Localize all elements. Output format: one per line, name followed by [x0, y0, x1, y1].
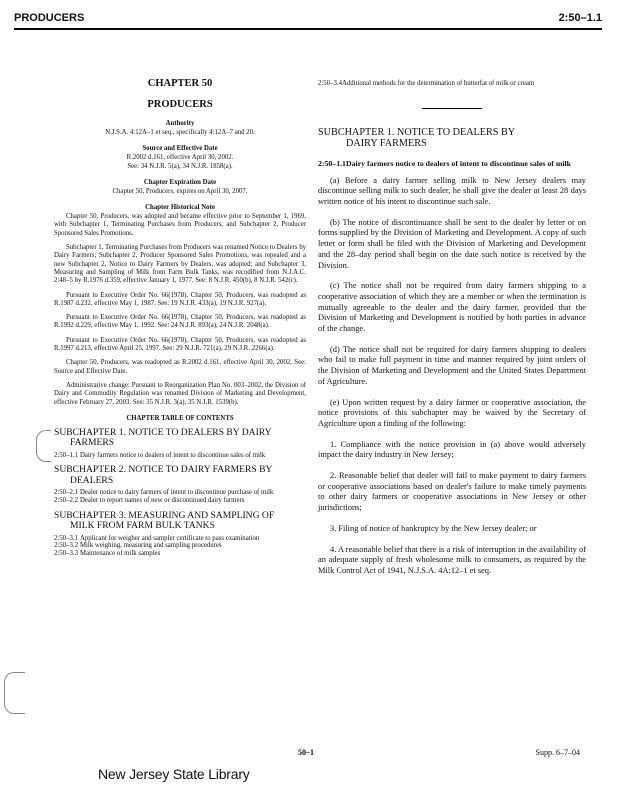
- list-item: 3. Filing of notice of bankruptcy by the New Jersey dealer; or: [330, 523, 537, 533]
- divider-rule: [422, 108, 482, 109]
- history-para: Chapter 50, Producers, was adopted and became effective prior to September 1, 1969, with Subchapter 1, Terminating Purchases from Producers, and Subchapter 2, Producer Sponsored Sales Promotions.: [54, 213, 306, 237]
- toc-entry: 2:50–2.2 Dealer to report names of new or discontinued dairy farmers: [54, 497, 245, 505]
- history-para: Chapter 50, Producers, was readopted as R.2002 d.161, effective April 30, 2002. See: Source and Effective Date.: [54, 359, 306, 375]
- subchapter-heading: SUBCHAPTER 1. NOTICE TO DEALERS BY DAIRY FARMERS: [318, 126, 516, 149]
- expiration-text: Chapter 50, Producers, expires on April 30, 2007.: [112, 187, 248, 195]
- history-para: Pursuant to Executive Order No. 66(1978), Chapter 50, Producers, was readopted as R.1987 d.232, effective May 1, 1987. See: 19 N.J.R. 433(a), 19 N.J.R. 927(a).: [54, 291, 306, 307]
- source-text-2: See: 34 N.J.R. 5(a), 34 N.J.R. 1858(a).: [127, 162, 233, 170]
- right-column: [318, 80, 586, 587]
- list-item: 1. Compliance with the notice provision in (a) above would adversely impact the dairy industry in New Jersey;: [318, 439, 586, 460]
- section-paragraph: (b) The notice of discontinuance shall be sent to the dealer by letter or on forms supplied by the Division of Marketing and Development. A copy of such letter or form shall be filed with the Division of Marketing and Development and the 28–day period shall begin on the date such notice is received by the Division.: [318, 217, 586, 270]
- section-paragraph: (d) The notice shall not be required for dairy farmers shipping to dealers who fail to make full payment in time and manner required by joint orders of the Division of Marketing and Development and the United States Department of Agriculture.: [318, 344, 586, 386]
- library-stamp: New Jersey State Library: [98, 766, 250, 782]
- list-item: 4. A reasonable belief that there is a risk of interruption in the availability of an adequate supply of fresh wholesome milk to consumers, as required by the Milk Control Act of 1941, N.J.S.A. 4A:12–1 et seq.: [318, 544, 586, 575]
- running-header: [14, 10, 602, 30]
- list-item: 2. Reasonable belief that dealer will fail to make payment to dairy farmers or cooperative associations based on dealer's failure to make timely payments to other dairy farmers or cooperative associations in New Jersey or other jurisdictions;: [318, 471, 586, 513]
- authority-heading: Authority: [165, 120, 195, 127]
- toc-title: CHAPTER TABLE OF CONTENTS: [126, 414, 234, 422]
- section-heading: 2:50–1.1 Dairy farmers notice to dealers of intent to discontinue sales of milk: [318, 158, 571, 168]
- punch-hole-mark: [4, 672, 25, 714]
- source-heading: Source and Effective Date: [142, 145, 218, 153]
- history-para: Subchapter 1, Terminating Purchases from Producers was renamed Notice to Dealers by Dairy Farmers; Subchapter 2, Producer Sponsored Sales Promotions, was repealed and a new Subchapter 2, Notice to Dairy Farmers by Dealers, was adopted; and Subchapter 3, Measuring and Sampling of Milk from Farm Bulk Tanks, was recodified from N.J.A.C. 2:48–5 by R.1976 d.359, effective January 1, 1977. See: 8 N.J.R. 450(b), 8 N.J.R. 542(c).: [54, 244, 306, 285]
- toc-entry: 2:50–2.1 Dealer notice to dairy farmers of intent to discontinue purchase of milk: [54, 489, 274, 497]
- toc-entry: 2:50–3.4 Additional methods for the determination of butterfat of milk or cream: [318, 80, 535, 87]
- section-paragraph: (a) Before a dairy farmer selling milk to New Jersey dealers may discontinue selling milk to such dealer, he shall give the dealer at least 28 days written notice of his intent to discontinue such sale.: [318, 175, 586, 206]
- history-para: Administrative change: Pursuant to Reorganization Plan No. 003–2002, the Division of Dairy and Commodity Regulation was renamed Division of Marketing and Development, effective February 27, 2003. See: 35 N.J.R. 3(a), 35 N.J.R. 1539(b).: [54, 381, 306, 406]
- history-para: Pursuant to Executive Order No. 66(1978), Chapter 50, Producers, was readopted as R.1997 d.213, effective April 25, 1997. See: 29 N.J.R. 721(a), 29 N.J.R. 2266(a).: [54, 336, 306, 353]
- section-paragraph: (c) The notice shall not be required from dairy farmers shipping to a cooperative association of which they are a member or when the termination is mutually agreeable to the dealer and the dairy farmer, provided that the Division of Marketing and Development is notified by both parties in advance of the change.: [318, 281, 586, 334]
- header-title: PRODUCERS: [14, 12, 85, 24]
- toc-entry: 2:50–3.3 Maintenance of milk samples: [54, 549, 161, 557]
- toc-subchapter-heading: SUBCHAPTER 2. NOTICE TO DAIRY FARMERS BY DEALERS: [54, 464, 273, 486]
- expiration-heading: Chapter Expiration Date: [143, 178, 217, 186]
- source-text-1: R.2002 d.161, effective April 30, 2002.: [126, 154, 234, 162]
- authority-text: N.J.S.A. 4:12A–1 et seq., specifically 4:12A–7 and 20.: [105, 129, 255, 136]
- toc-subchapter-heading: SUBCHAPTER 1. NOTICE TO DEALERS BY DAIRY FARMERS: [54, 426, 272, 449]
- toc-entry: 2:50–3.2 Milk weighing, measuring and sampling procedures: [54, 542, 222, 550]
- history-para: Pursuant to Executive Order No. 66(1978), Chapter 50, Producers, was readopted as R.1992 d.229, effective May 1, 1992. See: 24 N.J.R. 893(a), 24 N.J.R. 2048(a).: [54, 314, 306, 330]
- chapter-number: CHAPTER 50: [147, 78, 213, 89]
- supplement-date: Supp. 6–7–04: [535, 748, 580, 757]
- toc-entry: 2:50–3.1 Applicant for weigher and sampler certificate to pass examination: [54, 534, 260, 542]
- toc-subchapter-heading: SUBCHAPTER 3. MEASURING AND SAMPLING OF MILK FROM FARM BULK TANKS: [54, 509, 275, 532]
- header-section: 2:50–1.1: [558, 12, 602, 24]
- section-paragraph: (e) Upon written request by a dairy farmer or cooperative association, the notice provisions of this subchapter may be waived by the Secretary of Agriculture upon a finding of the following:: [318, 397, 586, 428]
- chapter-title: PRODUCERS: [147, 99, 213, 110]
- toc-entry: 2:50–1.1 Dairy farmers notice to dealers of intent to discontinue sales of milk: [54, 451, 266, 459]
- punch-hole-mark: [36, 430, 51, 462]
- page-number: 50–1: [298, 748, 314, 757]
- history-heading: Chapter Historical Note: [145, 204, 215, 212]
- left-column: [54, 78, 306, 557]
